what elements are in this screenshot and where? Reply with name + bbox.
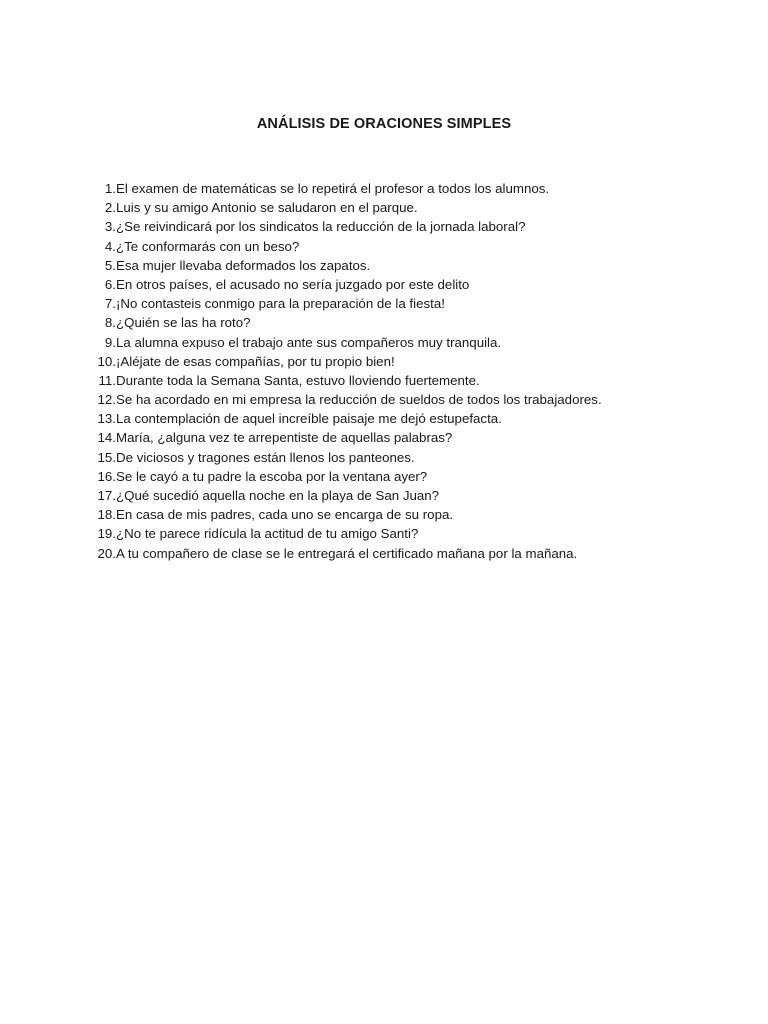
item-text: Se ha acordado en mi empresa la reducción de sueldos de todos los trabajadores. bbox=[116, 392, 602, 408]
item-text: ¿Quién se las ha roto? bbox=[116, 315, 251, 331]
item-number: 17. bbox=[97, 488, 116, 503]
item-text: ¡Aléjate de esas compañías, por tu propio bien! bbox=[116, 353, 395, 369]
item-text: ¡No contasteis conmigo para la preparación de la fiesta! bbox=[116, 296, 445, 312]
item-number: 11. bbox=[98, 372, 116, 388]
item-number: 15. bbox=[97, 449, 116, 465]
item-number: 2. bbox=[104, 200, 116, 216]
list-item bbox=[90, 313, 602, 332]
item-number: 16. bbox=[97, 468, 116, 484]
list-item bbox=[90, 505, 602, 524]
item-text: ¿Qué sucedió aquella noche en la playa de San Juan? bbox=[116, 488, 440, 503]
item-text: ¿No te parece ridícula la actitud de tu amigo Santi? bbox=[116, 526, 419, 542]
item-text: María, ¿alguna vez te arrepentiste de aquellas palabras? bbox=[116, 430, 453, 446]
item-number: 20. bbox=[97, 545, 116, 561]
item-text: Se le cayó a tu padre la escoba por la ventana ayer? bbox=[116, 468, 428, 484]
item-number: 9. bbox=[104, 334, 116, 350]
item-number: 12. bbox=[97, 392, 116, 408]
list-item bbox=[90, 198, 602, 217]
item-text: ¿Te conformarás con un beso? bbox=[116, 238, 300, 254]
list-item bbox=[90, 467, 602, 486]
item-text: Luis y su amigo Antonio se saludaron en el parque. bbox=[116, 200, 418, 216]
list-item bbox=[90, 237, 602, 256]
list-item bbox=[90, 390, 602, 409]
item-number: 8. bbox=[104, 315, 116, 331]
item-text: Durante toda la Semana Santa, estuvo lloviendo fuertemente. bbox=[116, 372, 480, 388]
list-item bbox=[90, 294, 602, 313]
list-item bbox=[90, 524, 602, 543]
list-item bbox=[90, 275, 602, 294]
item-text: En casa de mis padres, cada uno se encarga de su ropa. bbox=[116, 507, 454, 523]
list-item bbox=[90, 256, 602, 275]
list-item bbox=[90, 544, 602, 563]
list-item bbox=[90, 333, 602, 352]
item-text: El examen de matemáticas se lo repetirá el profesor a todos los alumnos. bbox=[116, 181, 550, 196]
item-text: ¿Se reivindicará por los sindicatos la reducción de la jornada laboral? bbox=[116, 219, 526, 235]
item-text: Esa mujer llevaba deformados los zapatos. bbox=[116, 257, 371, 273]
document-title: ANÁLISIS DE ORACIONES SIMPLES bbox=[256, 116, 512, 132]
list-item bbox=[90, 486, 602, 505]
item-text: De viciosos y tragones están llenos los panteones. bbox=[116, 449, 415, 465]
list-item bbox=[90, 179, 602, 198]
list-item bbox=[90, 371, 602, 390]
item-number: 1. bbox=[104, 181, 116, 196]
item-number: 5. bbox=[104, 257, 116, 273]
item-number: 7. bbox=[104, 296, 116, 312]
item-text: La contemplación de aquel increíble paisaje me dejó estupefacta. bbox=[116, 411, 502, 427]
list-item bbox=[90, 217, 602, 236]
list-item bbox=[90, 448, 602, 467]
item-number: 13. bbox=[97, 411, 116, 427]
item-number: 18. bbox=[97, 507, 116, 523]
item-text: La alumna expuso el trabajo ante sus compañeros muy tranquila. bbox=[116, 334, 502, 350]
item-text: A tu compañero de clase se le entregará el certificado mañana por la mañana. bbox=[116, 545, 578, 561]
item-number: 14. bbox=[97, 430, 116, 446]
item-number: 3. bbox=[104, 219, 116, 235]
item-number: 4. bbox=[104, 238, 116, 254]
item-number: 10. bbox=[97, 353, 116, 369]
item-number: 6. bbox=[104, 276, 116, 292]
item-number: 19. bbox=[97, 526, 116, 542]
item-text: En otros países, el acusado no sería juzgado por este delito bbox=[116, 276, 470, 292]
list-item bbox=[90, 409, 602, 428]
list-item bbox=[90, 352, 602, 371]
sentence-list bbox=[90, 179, 602, 563]
list-item bbox=[90, 428, 602, 447]
